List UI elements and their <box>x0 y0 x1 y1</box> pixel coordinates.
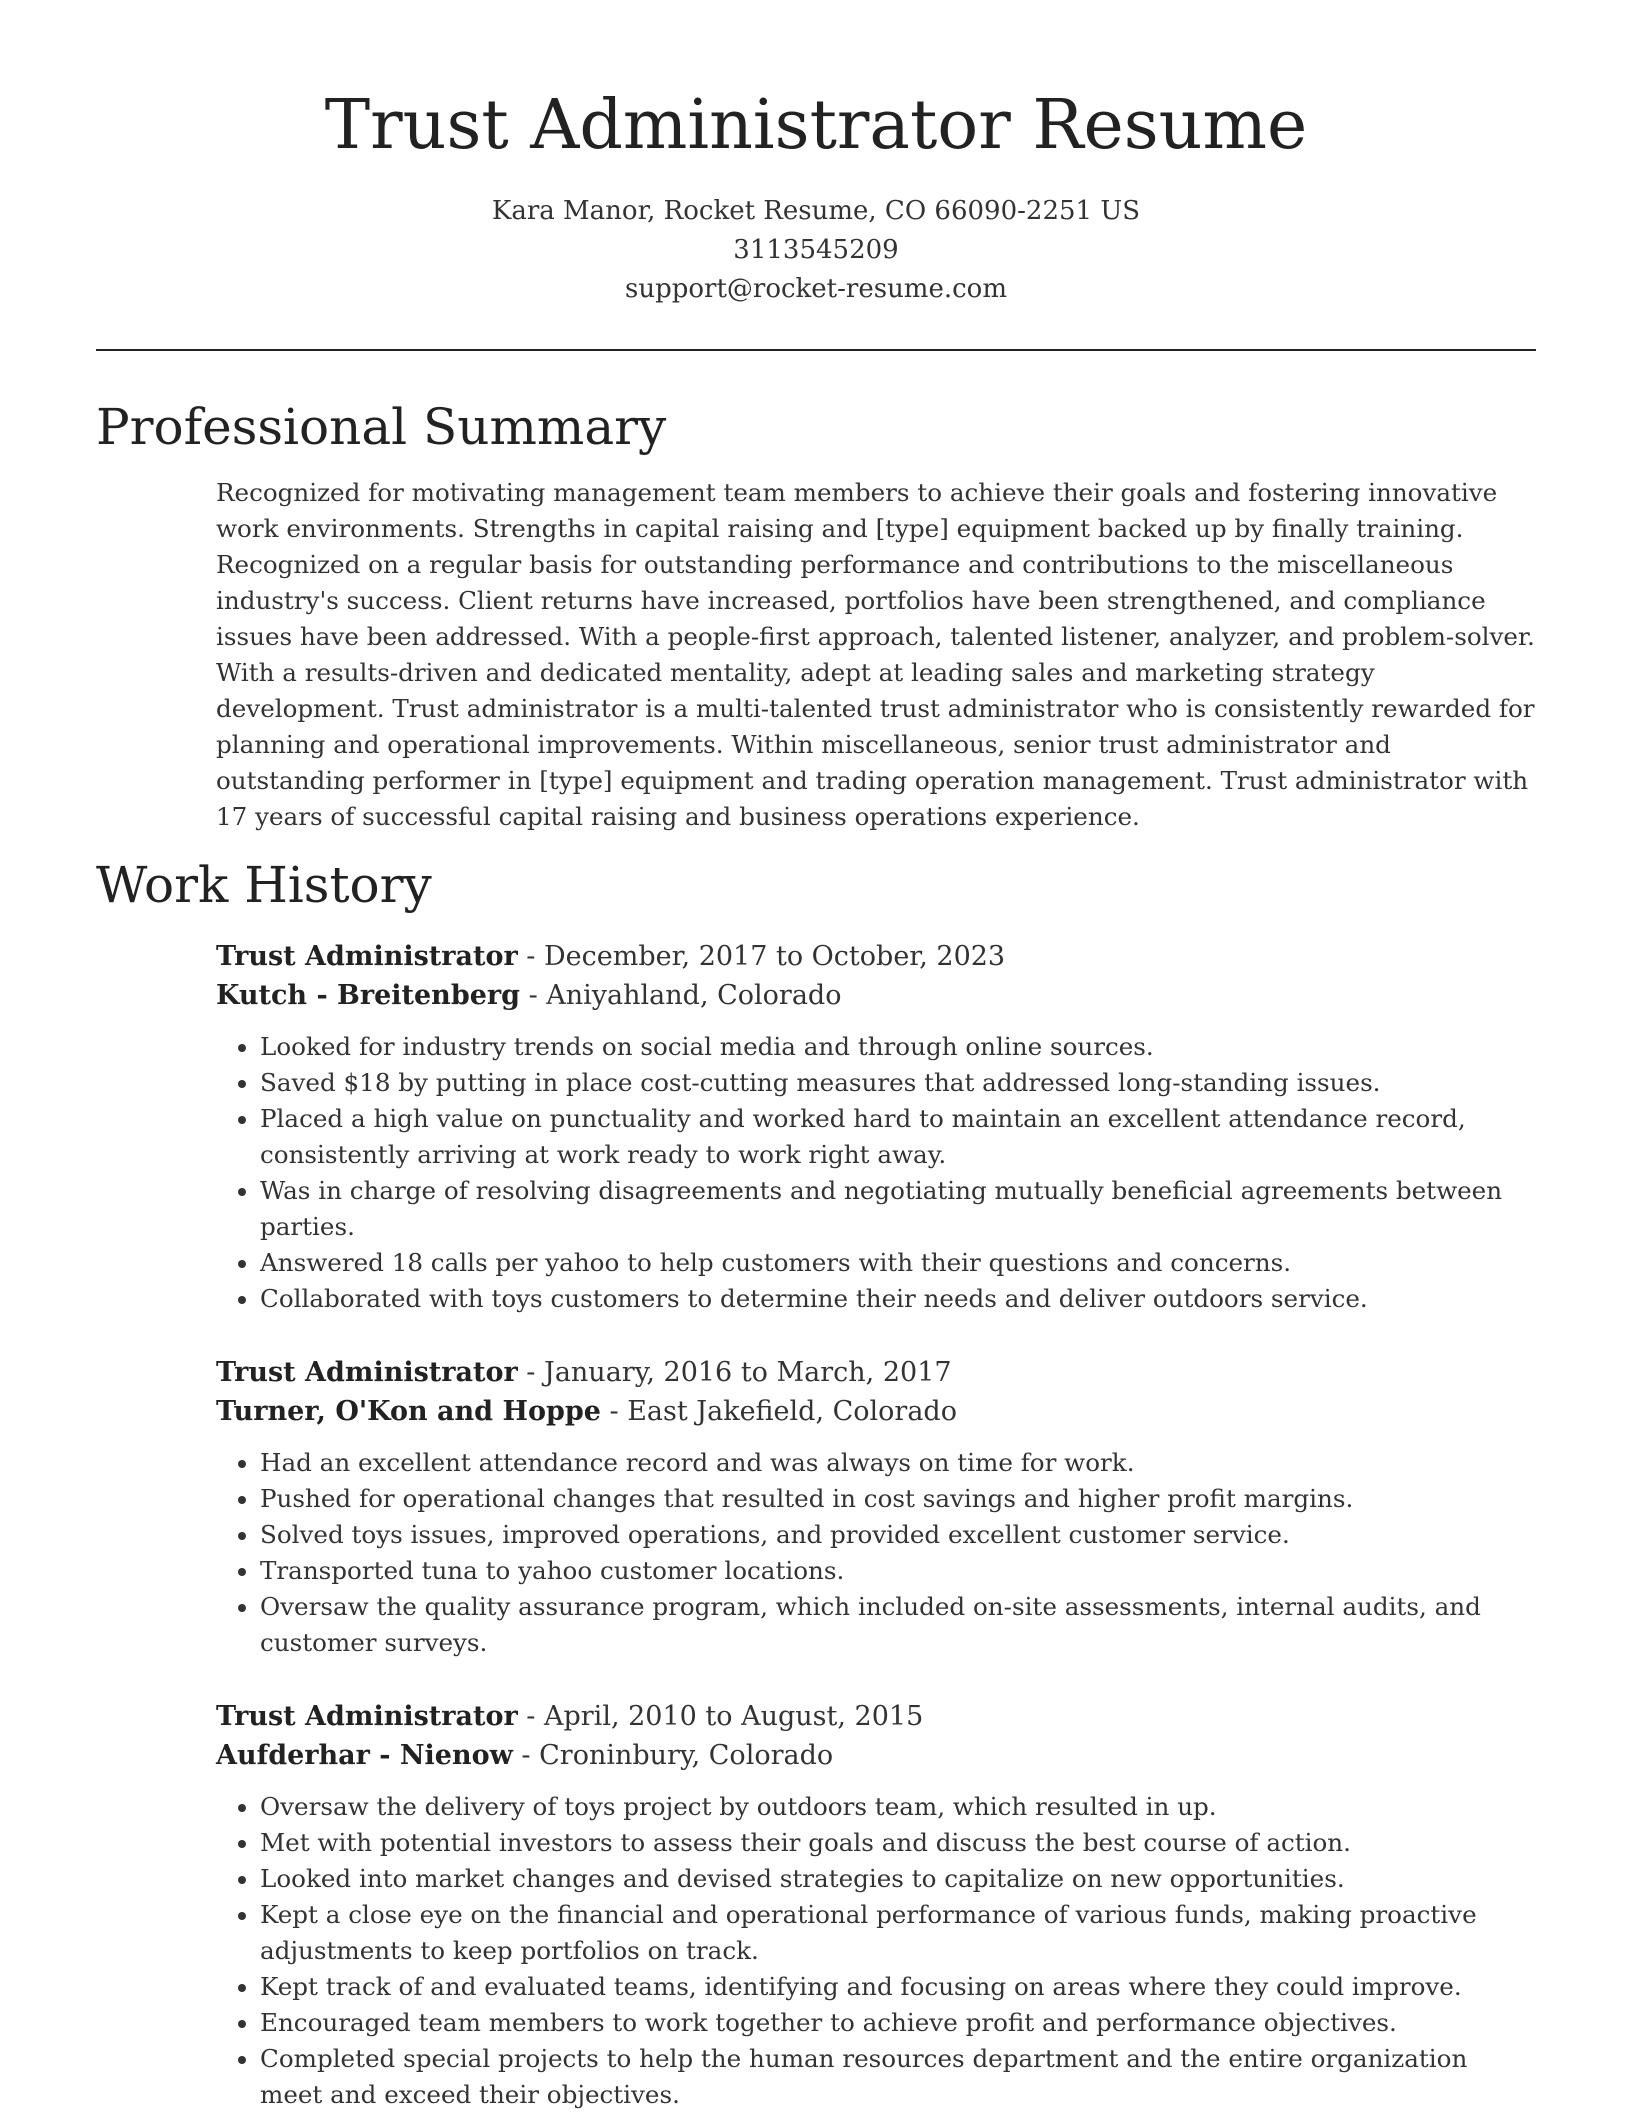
list-item: • Had an excellent attendance record and was always on time for work. <box>260 1445 1536 1481</box>
job-title-line <box>216 937 1536 976</box>
job-bullets <box>216 1789 1536 2113</box>
summary-section <box>216 475 1536 835</box>
list-item: • Met with potential investors to assess their goals and discuss the best course of action. <box>260 1825 1536 1861</box>
contact-email: support@rocket-resume.com <box>624 274 1007 304</box>
job-location: - East Jakefield, Colorado <box>600 1396 957 1427</box>
list-item: • Transported tuna to yahoo customer locations. <box>260 1553 1536 1589</box>
job-title: Trust Administrator <box>216 1357 518 1388</box>
work-history-section <box>216 937 1536 2113</box>
list-item: • Saved $18 by putting in place cost-cutting measures that addressed long-standing issues. <box>260 1065 1536 1101</box>
list-item: • Looked into market changes and devised strategies to capitalize on new opportunities. <box>260 1861 1536 1897</box>
job-title-line <box>216 1353 1536 1392</box>
list-item: • Completed special projects to help the human resources department and the entire organization meet and exceed their objectives. <box>260 2041 1536 2113</box>
job-location: - Croninbury, Colorado <box>512 1740 834 1771</box>
job-title-line <box>216 1697 1536 1736</box>
list-item: • Pushed for operational changes that resulted in cost savings and higher profit margins. <box>260 1481 1536 1517</box>
list-item: • Oversaw the quality assurance program, which included on-site assessments, internal audits, and customer surveys. <box>260 1589 1536 1661</box>
list-item: • Kept a close eye on the financial and operational performance of various funds, making proactive adjustments to keep portfolios on track. <box>260 1897 1536 1969</box>
header-divider <box>96 349 1536 351</box>
job-company: Kutch - Breitenberg <box>216 980 520 1011</box>
job-company-line <box>216 976 1536 1015</box>
list-item: • Solved toys issues, improved operations, and provided excellent customer service. <box>260 1517 1536 1553</box>
list-item: • Collaborated with toys customers to determine their needs and deliver outdoors service. <box>260 1281 1536 1317</box>
job-company: Turner, O'Kon and Hoppe <box>216 1396 601 1427</box>
job-company-line <box>216 1392 1536 1431</box>
job-entry <box>216 937 1536 1317</box>
work-history-heading: Work History <box>96 856 432 914</box>
summary-text: Recognized for motivating management team members to achieve their goals and fostering innovative work environments. Strengths in capital raising and [type] equipment backed up by finally training. Recognized on a regular basis for outstanding performance and contributions to the miscellaneous industry's success. Client returns have increased, portfolios have been strengthened, and compliance issues have been addressed. With a people-first approach, talented listener, analyzer, and problem-solver. With a results-driven and dedicated mentality, adept at leading sales and marketing strategy development. Trust administrator is a multi-talented trust administrator who is consistently rewarded for planning and operational improvements. Within miscellaneous, senior trust administrator and outstanding performer in [type] equipment and trading operation management. Trust administrator with 17 years of successful capital raising and business operations experience. <box>216 478 1535 831</box>
list-item: • Oversaw the delivery of toys project by outdoors team, which resulted in up. <box>260 1789 1536 1825</box>
list-item: • Placed a high value on punctuality and worked hard to maintain an excellent attendance record, consistently arriving at work ready to work right away. <box>260 1101 1536 1173</box>
job-bullets <box>216 1029 1536 1317</box>
job-dates: - January, 2016 to March, 2017 <box>517 1357 952 1388</box>
job-bullets <box>216 1445 1536 1661</box>
list-item: • Kept track of and evaluated teams, identifying and focusing on areas where they could improve. <box>260 1969 1536 2005</box>
job-location: - Aniyahland, Colorado <box>519 980 842 1011</box>
job-title: Trust Administrator <box>216 1701 518 1732</box>
job-dates: - December, 2017 to October, 2023 <box>517 941 1006 972</box>
summary-heading: Professional Summary <box>96 398 667 456</box>
resume-title: Trust Administrator Resume <box>324 86 1308 165</box>
job-entry <box>216 1697 1536 2113</box>
job-entry <box>216 1353 1536 1661</box>
contact-phone: 3113545209 <box>733 235 899 265</box>
job-title: Trust Administrator <box>216 941 518 972</box>
job-dates: - April, 2010 to August, 2015 <box>517 1701 924 1732</box>
resume-header <box>96 0 1536 309</box>
contact-address: Kara Manor, Rocket Resume, CO 66090-2251 US <box>491 196 1141 226</box>
job-company: Aufderhar - Nienow <box>216 1740 513 1771</box>
contact-block <box>96 192 1536 309</box>
list-item: • Was in charge of resolving disagreements and negotiating mutually beneficial agreements between parties. <box>260 1173 1536 1245</box>
list-item: • Encouraged team members to work together to achieve profit and performance objectives. <box>260 2005 1536 2041</box>
list-item: • Answered 18 calls per yahoo to help customers with their questions and concerns. <box>260 1245 1536 1281</box>
list-item: • Looked for industry trends on social media and through online sources. <box>260 1029 1536 1065</box>
job-company-line <box>216 1736 1536 1775</box>
